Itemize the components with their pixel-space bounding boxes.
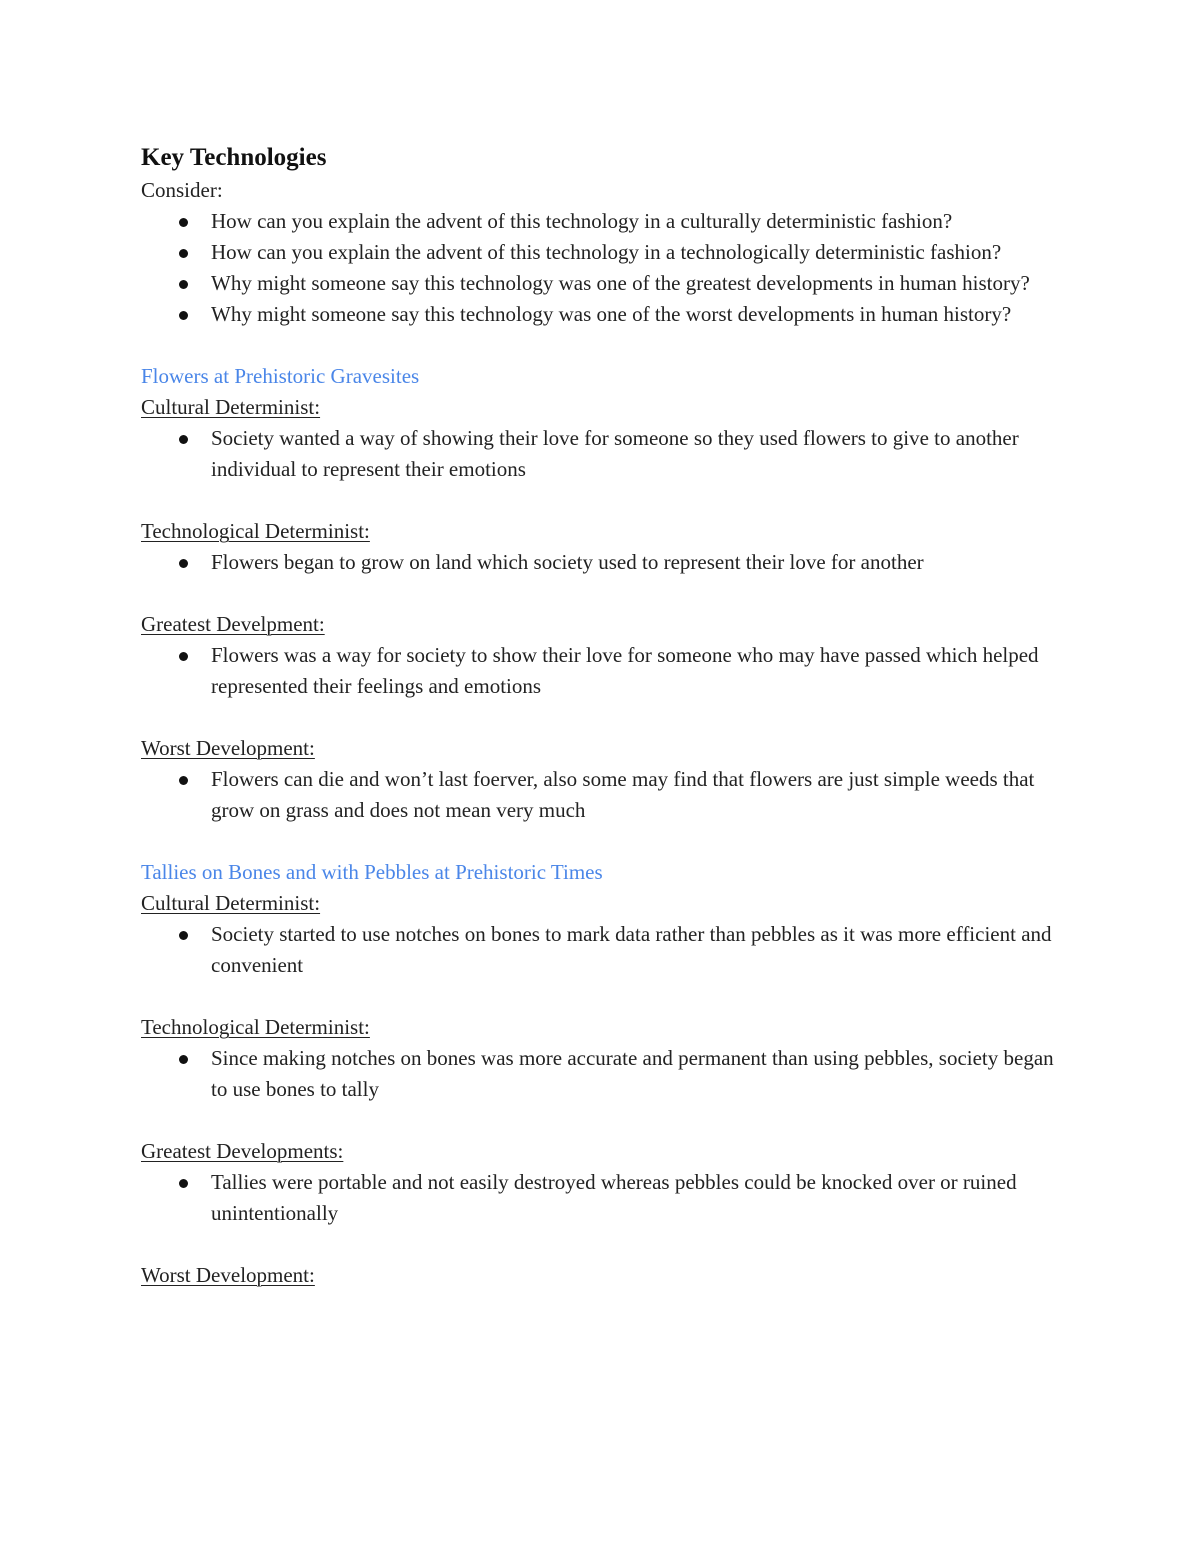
technological-list — [141, 547, 1061, 578]
list-item — [211, 919, 1061, 981]
consider-label: Consider: — [141, 178, 223, 202]
section-title-flowers: Flowers at Prehistoric Gravesites — [141, 364, 420, 388]
list-item-text: How can you explain the advent of this technology in a culturally deterministic fashion? — [211, 209, 953, 233]
list-item — [211, 206, 1061, 237]
list-item — [211, 268, 1061, 299]
list-item — [211, 640, 1061, 702]
list-item-text: Since making notches on bones was more accurate and permanent than using pebbles, society began to use bones to tally — [211, 1046, 1054, 1101]
technological-list — [141, 1043, 1061, 1105]
list-item — [211, 237, 1061, 268]
bullet-icon — [179, 1179, 188, 1188]
bullet-icon — [179, 931, 188, 940]
list-item-text: Why might someone say this technology was one of the worst developments in human history? — [211, 302, 1012, 326]
list-item — [211, 299, 1061, 330]
bullet-icon — [179, 311, 188, 320]
list-item-text: Society started to use notches on bones to mark data rather than pebbles as it was more efficient and convenient — [211, 922, 1052, 977]
cultural-list — [141, 423, 1061, 485]
subhead-worst: Worst Development: — [141, 1263, 315, 1287]
cultural-list — [141, 919, 1061, 981]
list-item-text: Society wanted a way of showing their love for someone so they used flowers to give to another individual to represent their emotions — [211, 426, 1019, 481]
list-item-text: Flowers began to grow on land which society used to represent their love for another — [211, 550, 924, 574]
list-item — [211, 423, 1061, 485]
subhead-cultural: Cultural Determinist: — [141, 395, 321, 419]
list-item-text: Flowers was a way for society to show their love for someone who may have passed which helped represented their feelings and emotions — [211, 643, 1039, 698]
bullet-icon — [179, 776, 188, 785]
subhead-greatest: Greatest Developments: — [141, 1139, 344, 1163]
list-item — [211, 1167, 1061, 1229]
list-item-text: Flowers can die and won’t last foerver, also some may find that flowers are just simple weeds that grow on grass and does not mean very much — [211, 767, 1035, 822]
bullet-icon — [179, 1055, 188, 1064]
subhead-technological: Technological Determinist: — [141, 519, 370, 543]
bullet-icon — [179, 280, 188, 289]
document-page — [141, 141, 1061, 1291]
subhead-cultural: Cultural Determinist: — [141, 891, 321, 915]
list-item-text: Tallies were portable and not easily destroyed whereas pebbles could be knocked over or ruined unintentionally — [211, 1170, 1017, 1225]
worst-list — [141, 764, 1061, 826]
bullet-icon — [179, 559, 188, 568]
greatest-list — [141, 1167, 1061, 1229]
list-item-text: How can you explain the advent of this technology in a technologically deterministic fashion? — [211, 240, 1002, 264]
document-title: Key Technologies — [141, 144, 327, 171]
list-item — [211, 764, 1061, 826]
bullet-icon — [179, 218, 188, 227]
bullet-icon — [179, 249, 188, 258]
greatest-list — [141, 640, 1061, 702]
bullet-icon — [179, 435, 188, 444]
list-item-text: Why might someone say this technology was one of the greatest developments in human history? — [211, 271, 1030, 295]
list-item — [211, 1043, 1061, 1105]
subhead-technological: Technological Determinist: — [141, 1015, 370, 1039]
consider-list — [141, 206, 1061, 330]
subhead-worst: Worst Development: — [141, 736, 315, 760]
list-item — [211, 547, 1061, 578]
bullet-icon — [179, 652, 188, 661]
subhead-greatest: Greatest Develpment: — [141, 612, 325, 636]
section-title-tallies: Tallies on Bones and with Pebbles at Prehistoric Times — [141, 860, 603, 884]
